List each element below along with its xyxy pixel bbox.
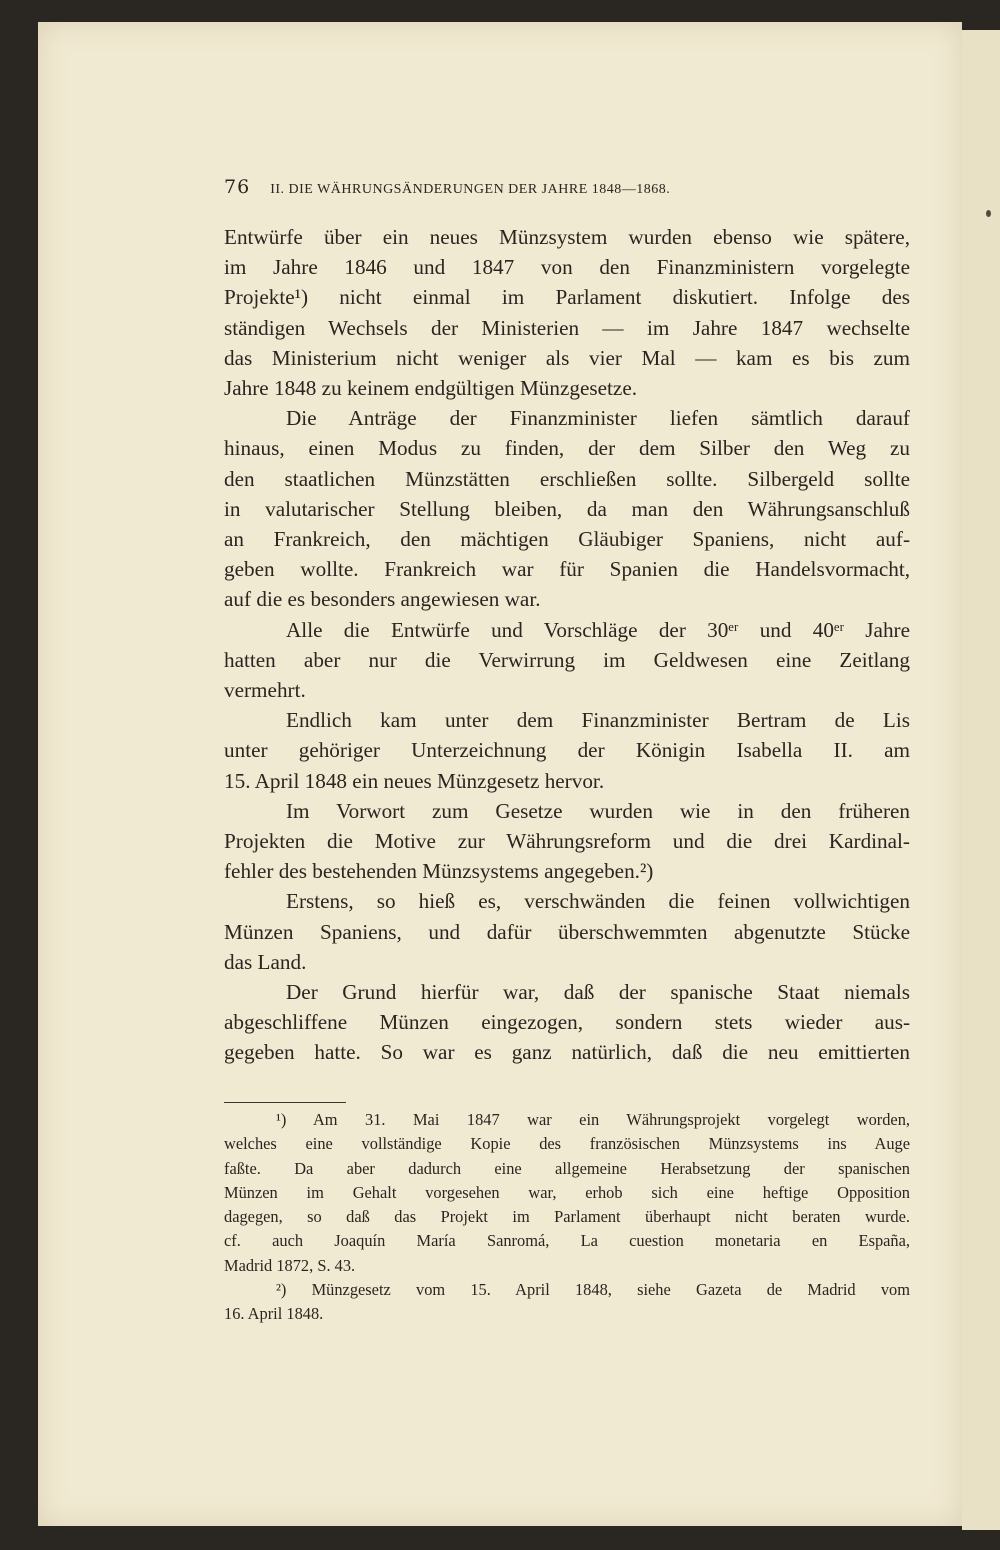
body-line: Projekte¹) nicht einmal im Parlament diskutiert. Infolge des: [224, 285, 910, 310]
running-title: II. DIE WÄHRUNGSÄNDERUNGEN DER JAHRE 1848—1868.: [270, 182, 671, 197]
body-line: 15. April 1848 ein neues Münzgesetz hervor.: [224, 768, 605, 793]
body-line: vermehrt.: [224, 678, 306, 703]
body-line: Der Grund hierfür war, daß der spanische Staat niemals: [286, 980, 910, 1005]
footnote-line: ¹) Am 31. Mai 1847 war ein Währungsprojekt vorgelegt worden,: [276, 1110, 910, 1129]
body-line: hinaus, einen Modus zu finden, der dem Silber den Weg zu: [224, 436, 910, 461]
body-line: Entwürfe über ein neues Münzsystem wurden ebenso wie spätere,: [224, 225, 910, 249]
body-line: das Ministerium nicht weniger als vier Mal — kam es bis zum: [224, 345, 910, 370]
body-line: in valutarischer Stellung bleiben, da man den Währungsanschluß: [224, 496, 910, 521]
body-line: fehler des bestehenden Münzsystems angegeben.²): [224, 859, 654, 884]
body-line: an Frankreich, den mächtigen Gläubiger Spaniens, nicht auf-: [224, 527, 910, 552]
body-line: das Land.: [224, 949, 307, 974]
body-line: Jahre 1848 zu keinem endgültigen Münzgesetze.: [224, 376, 638, 401]
facing-page-edge: [962, 30, 1000, 1530]
body-line: Endlich kam unter dem Finanzminister Bertram de Lis: [286, 708, 910, 733]
body-line: hatten aber nur die Verwirrung im Geldwesen eine Zeitlang: [224, 647, 910, 672]
body-line: geben wollte. Frankreich war für Spanien die Handelsvormacht,: [224, 557, 910, 582]
footnote-line: Münzen im Gehalt vorgesehen war, erhob sich eine heftige Opposition: [224, 1182, 910, 1202]
body-line: gegeben hatte. So war es ganz natürlich, daß die neu emittierten: [224, 1040, 910, 1065]
footnote-line: dagegen, so daß das Projekt im Parlament überhaupt nicht beraten wurde.: [224, 1207, 910, 1227]
ink-speck: [986, 210, 991, 217]
body-line: unter gehöriger Unterzeichnung der Königin Isabella II. am: [224, 738, 910, 763]
footnote-line: Madrid 1872, S. 43.: [224, 1255, 356, 1275]
body-text: [224, 222, 910, 1068]
footnote-line: ²) Münzgesetz vom 15. April 1848, siehe Gazeta de Madrid vom: [276, 1280, 910, 1300]
body-line: Die Anträge der Finanzminister liefen sämtlich darauf: [286, 406, 910, 431]
footnote-separator: [224, 1102, 346, 1103]
body-line: ständigen Wechsels der Ministerien — im Jahre 1847 wechselte: [224, 315, 910, 340]
footnote-line: cf. auch Joaquín María Sanromá, La cuestion monetaria en España,: [224, 1231, 910, 1251]
footnotes: [224, 1108, 910, 1327]
body-line: Erstens, so hieß es, verschwänden die feinen vollwichtigen: [286, 889, 910, 914]
body-line: abgeschliffene Münzen eingezogen, sondern stets wieder aus-: [224, 1010, 910, 1035]
body-line: im Jahre 1846 und 1847 von den Finanzministern vorgelegte: [224, 255, 910, 280]
page-number: 76: [224, 176, 251, 198]
running-header: [224, 176, 914, 198]
body-line: auf die es besonders angewiesen war.: [224, 587, 541, 612]
body-line: Projekten die Motive zur Währungsreform und die drei Kardinal-: [224, 829, 910, 854]
body-line: Münzen Spaniens, und dafür überschwemmten abgenutzte Stücke: [224, 919, 910, 944]
body-line: den staatlichen Münzstätten erschließen sollte. Silbergeld sollte: [224, 466, 910, 491]
footnote-line: faßte. Da aber dadurch eine allgemeine Herabsetzung der spanischen: [224, 1158, 910, 1178]
footnote-line: welches eine vollständige Kopie des französischen Münzsystems ins Auge: [224, 1134, 910, 1154]
body-line: Alle die Entwürfe und Vorschläge der 30ᵉʳ und 40ᵉʳ Jahre: [286, 617, 910, 642]
body-line: Im Vorwort zum Gesetze wurden wie in den früheren: [286, 798, 910, 823]
footnote-line: 16. April 1848.: [224, 1304, 324, 1324]
